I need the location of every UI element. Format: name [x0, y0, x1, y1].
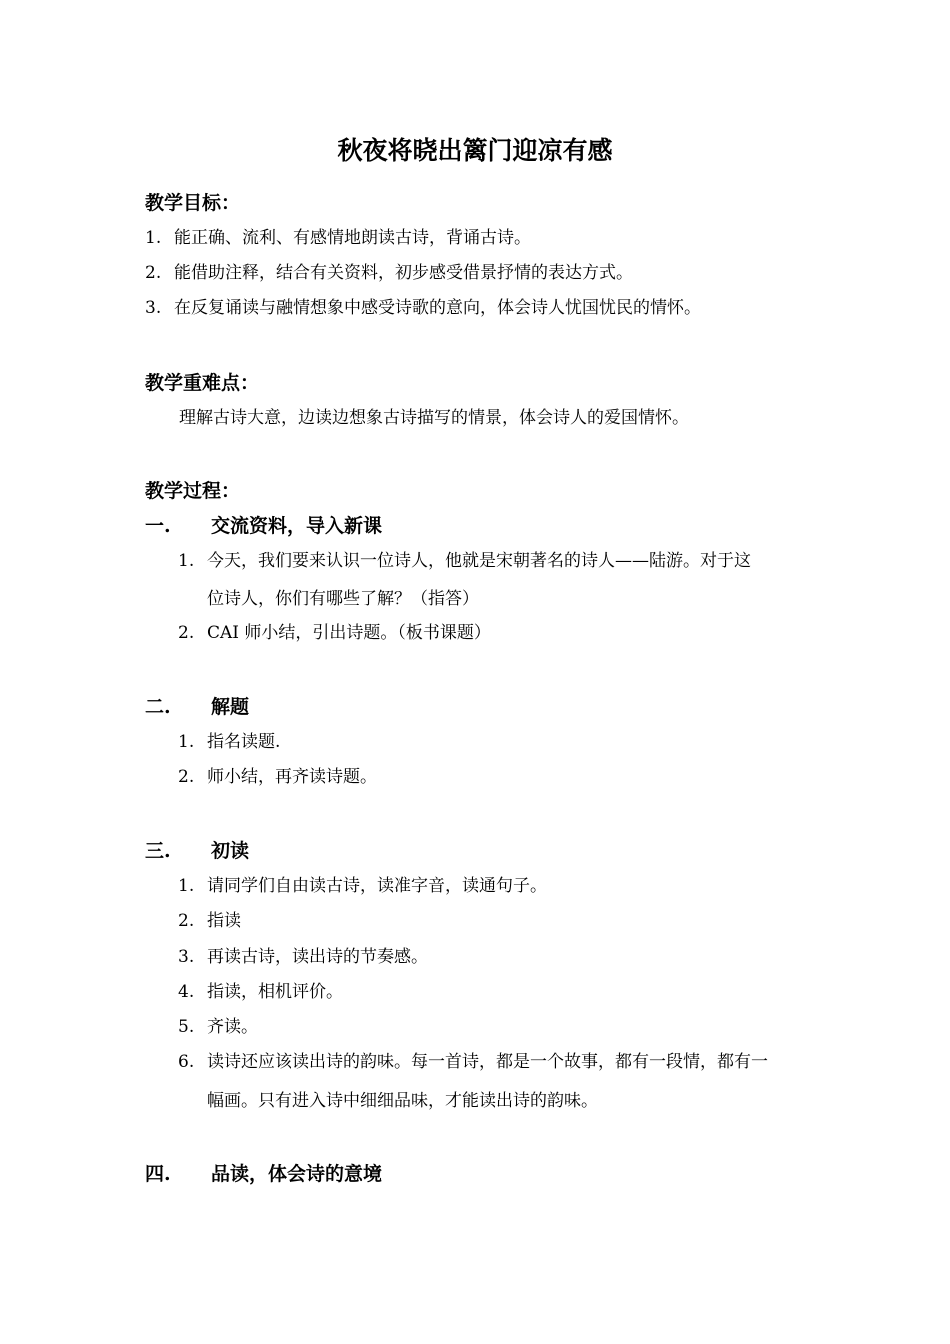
section-number: 四.	[145, 1163, 171, 1185]
document-title: 秋夜将晓出篱门迎凉有感	[337, 136, 613, 165]
item-number: 2.	[178, 623, 195, 643]
item-number: 1.	[178, 876, 195, 896]
item-number: 1.	[178, 551, 195, 571]
item-text: 齐读。	[207, 1017, 258, 1037]
section-title: 初读	[211, 840, 250, 862]
item-number: 1.	[178, 732, 195, 752]
item-number: 2.	[178, 911, 195, 931]
section-number: 一.	[145, 515, 171, 537]
item-text: 位诗人，你们有哪些了解？（指答）	[207, 589, 479, 609]
section-title: 品读，体会诗的意境	[211, 1163, 383, 1185]
item-number: 4.	[178, 982, 195, 1002]
item-text: 请同学们自由读古诗，读准字音，读通句子。	[207, 876, 547, 896]
item-text: 指读	[207, 911, 241, 931]
item-number: 2.	[178, 767, 195, 787]
item-text: 师小结，再齐读诗题。	[207, 767, 377, 787]
item-text: 今天，我们要来认识一位诗人，他就是宋朝著名的诗人——陆游。对于这	[207, 551, 751, 571]
item-text: CAI 师小结，引出诗题。（板书课题）	[207, 623, 491, 643]
section-number: 二.	[145, 696, 171, 718]
process-heading: 教学过程：	[145, 480, 241, 502]
objectives-heading: 教学目标：	[145, 192, 241, 214]
item-text: 指名读题.	[207, 732, 281, 752]
item-text: 指读，相机评价。	[207, 982, 343, 1002]
section-title: 交流资料，导入新课	[211, 515, 383, 537]
item-text: 读诗还应该读出诗的韵味。每一首诗，都是一个故事，都有一段情，都有一	[207, 1052, 768, 1072]
key-points-heading: 教学重难点：	[145, 372, 260, 394]
item-text: 再读古诗，读出诗的节奏感。	[207, 947, 428, 967]
item-number: 3.	[178, 947, 195, 967]
objective-text: 在反复诵读与融情想象中感受诗歌的意向，体会诗人忧国忧民的情怀。	[174, 298, 701, 318]
key-points-text: 理解古诗大意，边读边想象古诗描写的情景，体会诗人的爱国情怀。	[179, 408, 689, 428]
section-title: 解题	[211, 696, 250, 718]
item-number: 5.	[178, 1017, 195, 1037]
item-number: 6.	[178, 1052, 195, 1072]
objective-number: 3.	[145, 298, 162, 318]
objective-number: 1.	[145, 228, 162, 248]
section-number: 三.	[145, 840, 171, 862]
item-text: 幅画。只有进入诗中细细品味，才能读出诗的韵味。	[207, 1091, 598, 1111]
objective-text: 能正确、流利、有感情地朗读古诗，背诵古诗。	[174, 228, 531, 248]
objective-number: 2.	[145, 263, 162, 283]
objective-text: 能借助注释，结合有关资料，初步感受借景抒情的表达方式。	[174, 263, 633, 283]
